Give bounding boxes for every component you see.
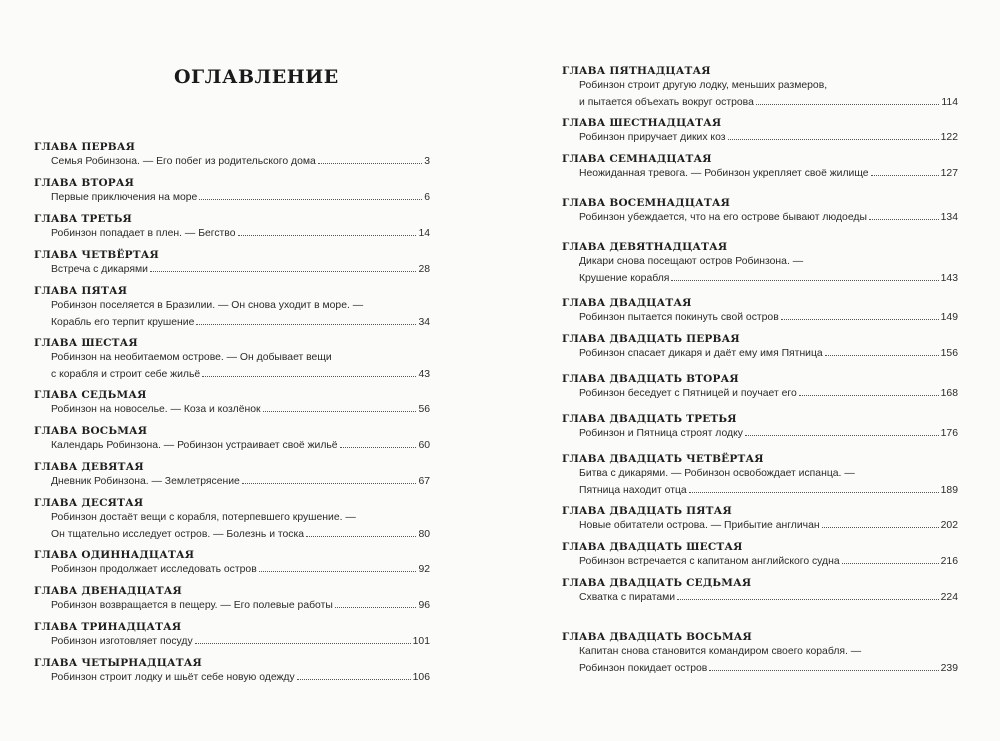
page-number: 114 bbox=[941, 96, 958, 108]
description-text: Крушение корабля bbox=[579, 272, 670, 284]
description-last-line bbox=[579, 166, 958, 183]
description-line: Робинзон достаёт вещи с корабля, потерпевшего крушение. — bbox=[51, 512, 356, 523]
description-last-line bbox=[51, 226, 430, 243]
dot-leader bbox=[297, 679, 411, 680]
description-last-line bbox=[51, 367, 430, 384]
dot-leader bbox=[689, 492, 939, 493]
chapter-description bbox=[34, 190, 430, 207]
chapter-heading: ГЛАВА ШЕСТНАДЦАТАЯ bbox=[562, 117, 722, 129]
toc-chapter-entry[interactable] bbox=[34, 584, 430, 615]
toc-chapter-entry[interactable] bbox=[562, 576, 958, 607]
toc-chapter-entry[interactable] bbox=[562, 152, 958, 183]
description-last-line bbox=[51, 527, 430, 544]
page-number: 80 bbox=[418, 528, 430, 540]
chapter-heading: ГЛАВА ДВАДЦАТЬ СЕДЬМАЯ bbox=[562, 577, 752, 589]
right-page bbox=[562, 0, 958, 741]
chapter-description bbox=[562, 346, 958, 363]
description-line: Робинзон строит другую лодку, меньших размеров, bbox=[579, 80, 828, 91]
toc-chapter-entry[interactable] bbox=[562, 504, 958, 535]
description-last-line bbox=[51, 562, 430, 579]
page-number: 189 bbox=[940, 484, 958, 496]
description-text: Он тщательно исследует остров. — Болезнь и тоска bbox=[51, 528, 305, 540]
dot-leader bbox=[199, 199, 422, 200]
chapter-description bbox=[34, 598, 430, 615]
chapter-description bbox=[34, 262, 430, 279]
chapter-description bbox=[34, 562, 430, 579]
dot-leader bbox=[306, 536, 416, 537]
chapter-description bbox=[562, 210, 958, 227]
description-last-line bbox=[579, 483, 958, 500]
chapter-heading: ГЛАВА ПЯТНАДЦАТАЯ bbox=[562, 65, 711, 77]
page-number: 92 bbox=[418, 564, 430, 575]
description-text: Схватка с пиратами bbox=[579, 592, 676, 603]
toc-chapter-entry[interactable] bbox=[34, 140, 430, 171]
description-text: Робинзон спасает дикаря и даёт ему имя Пятница bbox=[579, 348, 823, 359]
chapter-description bbox=[562, 130, 958, 147]
description-text: Робинзон попадает в плен. — Бегство bbox=[51, 228, 236, 239]
chapter-description bbox=[562, 166, 958, 183]
chapter-description bbox=[34, 154, 430, 171]
chapter-heading: ГЛАВА ДЕВЯТНАДЦАТАЯ bbox=[562, 241, 728, 253]
chapter-heading: ГЛАВА ВОСЕМНАДЦАТАЯ bbox=[562, 197, 731, 209]
chapter-heading: ГЛАВА ДВАДЦАТЬ ПЯТАЯ bbox=[562, 505, 732, 517]
chapter-description bbox=[562, 254, 958, 287]
page-number: 127 bbox=[940, 168, 958, 179]
chapter-heading: ГЛАВА ДВАДЦАТЬ ТРЕТЬЯ bbox=[562, 413, 737, 425]
dot-leader bbox=[150, 271, 417, 272]
description-line: Капитан снова становится командиром своего корабля. — bbox=[579, 646, 862, 657]
chapter-description bbox=[562, 426, 958, 443]
description-text: Робинзон изготовляет посуду bbox=[51, 636, 193, 647]
dot-leader bbox=[842, 563, 939, 564]
toc-chapter-entry[interactable] bbox=[34, 176, 430, 207]
chapter-heading: ГЛАВА ДВАДЦАТАЯ bbox=[562, 297, 692, 309]
toc-chapter-entry[interactable] bbox=[562, 196, 958, 227]
description-last-line bbox=[51, 474, 430, 491]
chapter-heading: ГЛАВА ШЕСТАЯ bbox=[34, 337, 138, 349]
description-last-line bbox=[51, 438, 430, 455]
description-last-line bbox=[579, 386, 958, 403]
description-text: Робинзон возвращается в пещеру. — Его полевые работы bbox=[51, 600, 333, 611]
description-last-line bbox=[579, 346, 958, 363]
chapter-heading: ГЛАВА ТРИНАДЦАТАЯ bbox=[34, 621, 182, 633]
chapter-heading: ГЛАВА ТРЕТЬЯ bbox=[34, 213, 133, 225]
description-text: Неожиданная тревога. — Робинзон укрепляет своё жилище bbox=[579, 168, 869, 179]
dot-leader bbox=[671, 280, 938, 281]
chapter-heading: ГЛАВА ДВАДЦАТЬ ШЕСТАЯ bbox=[562, 541, 743, 553]
description-last-line bbox=[579, 95, 958, 112]
page-number: 6 bbox=[424, 192, 430, 203]
description-text: Робинзон убеждается, что на его острове бывают людоеды bbox=[579, 212, 867, 223]
chapter-heading: ГЛАВА ВТОРАЯ bbox=[34, 177, 135, 189]
toc-chapter-entry[interactable] bbox=[34, 620, 430, 651]
description-line: Робинзон на необитаемом острове. — Он добывает вещи bbox=[51, 352, 332, 363]
description-text: Семья Робинзона. — Его побег из родительского дома bbox=[51, 156, 316, 167]
page-number: 224 bbox=[940, 592, 958, 603]
dot-leader bbox=[709, 670, 938, 671]
chapter-description bbox=[562, 590, 958, 607]
description-text: Робинзон строит лодку и шьёт себе новую одежду bbox=[51, 672, 295, 683]
dot-leader bbox=[677, 599, 939, 600]
dot-leader bbox=[822, 527, 939, 528]
chapter-description bbox=[562, 310, 958, 327]
chapter-heading: ГЛАВА ЧЕТВЁРТАЯ bbox=[34, 249, 159, 261]
dot-leader bbox=[728, 139, 939, 140]
toc-chapter-entry[interactable] bbox=[34, 248, 430, 279]
chapter-description bbox=[34, 226, 430, 243]
description-text: Робинзон и Пятница строят лодку bbox=[579, 428, 743, 439]
page-number: 67 bbox=[418, 476, 430, 487]
chapter-heading: ГЛАВА ДВАДЦАТЬ ЧЕТВЁРТАЯ bbox=[562, 453, 764, 465]
dot-leader bbox=[335, 607, 417, 608]
page-number: 56 bbox=[418, 404, 430, 415]
chapter-description bbox=[562, 78, 958, 111]
dot-leader bbox=[202, 376, 416, 377]
description-last-line bbox=[579, 661, 958, 678]
dot-leader bbox=[238, 235, 417, 236]
description-line: Робинзон поселяется в Бразилии. — Он снова уходит в море. — bbox=[51, 300, 364, 311]
dot-leader bbox=[781, 319, 939, 320]
chapter-description bbox=[562, 554, 958, 571]
dot-leader bbox=[340, 447, 417, 448]
description-line: Битва с дикарями. — Робинзон освобождает испанца. — bbox=[579, 468, 855, 479]
description-last-line bbox=[51, 402, 430, 419]
toc-chapter-entry[interactable] bbox=[34, 496, 430, 543]
dot-leader bbox=[871, 175, 939, 176]
description-text: с корабля и строит себе жильё bbox=[51, 368, 201, 380]
toc-chapter-entry[interactable] bbox=[562, 540, 958, 571]
description-last-line bbox=[51, 670, 430, 687]
chapter-description bbox=[34, 402, 430, 419]
page-number: 3 bbox=[424, 156, 430, 167]
chapter-description bbox=[34, 474, 430, 491]
page-number: 96 bbox=[418, 600, 430, 611]
chapter-description bbox=[34, 670, 430, 687]
description-last-line bbox=[579, 426, 958, 443]
description-last-line bbox=[579, 130, 958, 147]
description-last-line bbox=[51, 598, 430, 615]
chapter-description bbox=[34, 510, 430, 543]
description-text: Робинзон покидает остров bbox=[579, 662, 708, 674]
dot-leader bbox=[195, 643, 411, 644]
chapter-description bbox=[562, 386, 958, 403]
description-last-line bbox=[579, 518, 958, 535]
chapter-description bbox=[34, 298, 430, 331]
chapter-heading: ГЛАВА ДЕСЯТАЯ bbox=[34, 497, 144, 509]
left-page bbox=[34, 0, 430, 741]
page-number: 14 bbox=[418, 228, 430, 239]
chapter-heading: ГЛАВА ДВАДЦАТЬ ПЕРВАЯ bbox=[562, 333, 740, 345]
toc-chapter-entry[interactable] bbox=[34, 460, 430, 491]
description-last-line bbox=[579, 210, 958, 227]
chapter-heading: ГЛАВА ДЕВЯТАЯ bbox=[34, 461, 144, 473]
toc-chapter-entry[interactable] bbox=[562, 452, 958, 499]
page-number: 176 bbox=[940, 428, 958, 439]
chapter-heading: ГЛАВА ДВАДЦАТЬ ВТОРАЯ bbox=[562, 373, 739, 385]
toc-chapter-entry[interactable] bbox=[34, 388, 430, 419]
toc-chapter-entry[interactable] bbox=[34, 656, 430, 687]
toc-chapter-entry[interactable] bbox=[562, 64, 958, 111]
description-text: Робинзон пытается покинуть свой остров bbox=[579, 312, 779, 323]
dot-leader bbox=[825, 355, 939, 356]
description-last-line bbox=[579, 310, 958, 327]
toc-chapter-entry[interactable] bbox=[34, 212, 430, 243]
description-text: Робинзон встречается с капитаном английского судна bbox=[579, 556, 840, 567]
toc-chapter-entry[interactable] bbox=[562, 332, 958, 363]
chapter-heading: ГЛАВА ЧЕТЫРНАДЦАТАЯ bbox=[34, 657, 203, 669]
dot-leader bbox=[263, 411, 417, 412]
page-number: 122 bbox=[940, 132, 958, 143]
chapter-heading: ГЛАВА ВОСЬМАЯ bbox=[34, 425, 148, 437]
description-text: Дневник Робинзона. — Землетрясение bbox=[51, 476, 240, 487]
chapter-description bbox=[562, 644, 958, 677]
description-text: Робинзон приручает диких коз bbox=[579, 132, 726, 143]
page-number: 168 bbox=[940, 388, 958, 399]
chapter-heading: ГЛАВА ОДИННАДЦАТАЯ bbox=[34, 549, 195, 561]
description-last-line bbox=[579, 271, 958, 288]
chapter-heading: ГЛАВА ПЯТАЯ bbox=[34, 285, 128, 297]
description-last-line bbox=[51, 154, 430, 171]
dot-leader bbox=[869, 219, 939, 220]
page-number: 143 bbox=[940, 272, 958, 284]
page-number: 239 bbox=[940, 662, 958, 674]
toc-chapter-entry[interactable] bbox=[34, 284, 430, 331]
description-last-line bbox=[579, 554, 958, 571]
page-number: 60 bbox=[418, 440, 430, 451]
dot-leader bbox=[242, 483, 417, 484]
page-number: 101 bbox=[412, 636, 430, 647]
toc-chapter-entry[interactable] bbox=[562, 240, 958, 287]
toc-chapter-entry[interactable] bbox=[562, 116, 958, 147]
page-number: 28 bbox=[418, 264, 430, 275]
chapter-heading: ГЛАВА СЕМНАДЦАТАЯ bbox=[562, 153, 712, 165]
chapter-heading: ГЛАВА ДВАДЦАТЬ ВОСЬМАЯ bbox=[562, 631, 752, 643]
toc-chapter-entry[interactable] bbox=[34, 548, 430, 579]
description-last-line bbox=[51, 262, 430, 279]
description-last-line bbox=[51, 315, 430, 332]
page-number: 149 bbox=[940, 312, 958, 323]
description-line: Дикари снова посещают остров Робинзона. — bbox=[579, 256, 804, 267]
chapter-description bbox=[562, 466, 958, 499]
description-last-line bbox=[51, 634, 430, 651]
description-last-line bbox=[579, 590, 958, 607]
description-text: Первые приключения на море bbox=[51, 192, 198, 203]
description-text: Новые обитатели острова. — Прибытие англичан bbox=[579, 520, 820, 531]
description-text: Робинзон продолжает исследовать остров bbox=[51, 564, 257, 575]
description-text: Встреча с дикарями bbox=[51, 264, 148, 275]
toc-chapter-entry[interactable] bbox=[562, 372, 958, 403]
toc-chapter-entry[interactable] bbox=[562, 630, 958, 677]
dot-leader bbox=[756, 104, 940, 105]
page-number: 202 bbox=[940, 520, 958, 531]
toc-chapter-entry[interactable] bbox=[562, 412, 958, 443]
toc-chapter-entry[interactable] bbox=[34, 424, 430, 455]
page-title: ОГЛАВЛЕНИЕ bbox=[174, 66, 339, 88]
chapter-heading: ГЛАВА ДВЕНАДЦАТАЯ bbox=[34, 585, 182, 597]
description-text: Робинзон на новоселье. — Коза и козлёнок bbox=[51, 404, 261, 415]
page-number: 156 bbox=[940, 348, 958, 359]
page-number: 106 bbox=[412, 672, 430, 683]
page-number: 43 bbox=[418, 368, 430, 380]
chapter-description bbox=[34, 634, 430, 651]
description-last-line bbox=[51, 190, 430, 207]
chapter-description bbox=[34, 438, 430, 455]
toc-chapter-entry[interactable] bbox=[562, 296, 958, 327]
description-text: Корабль его терпит крушение bbox=[51, 316, 195, 328]
page-number: 34 bbox=[418, 316, 430, 328]
dot-leader bbox=[259, 571, 417, 572]
toc-chapter-entry[interactable] bbox=[34, 336, 430, 383]
page-number: 216 bbox=[940, 556, 958, 567]
chapter-heading: ГЛАВА ПЕРВАЯ bbox=[34, 141, 136, 153]
dot-leader bbox=[745, 435, 939, 436]
dot-leader bbox=[196, 324, 416, 325]
chapter-description bbox=[34, 350, 430, 383]
description-text: Робинзон беседует с Пятницей и поучает его bbox=[579, 388, 797, 399]
description-text: и пытается объехать вокруг острова bbox=[579, 96, 754, 108]
dot-leader bbox=[799, 395, 939, 396]
dot-leader bbox=[318, 163, 422, 164]
page-number: 134 bbox=[940, 212, 958, 223]
chapter-description bbox=[562, 518, 958, 535]
description-text: Календарь Робинзона. — Робинзон устраивает своё жильё bbox=[51, 440, 338, 451]
chapter-heading: ГЛАВА СЕДЬМАЯ bbox=[34, 389, 147, 401]
description-text: Пятница находит отца bbox=[579, 484, 687, 496]
